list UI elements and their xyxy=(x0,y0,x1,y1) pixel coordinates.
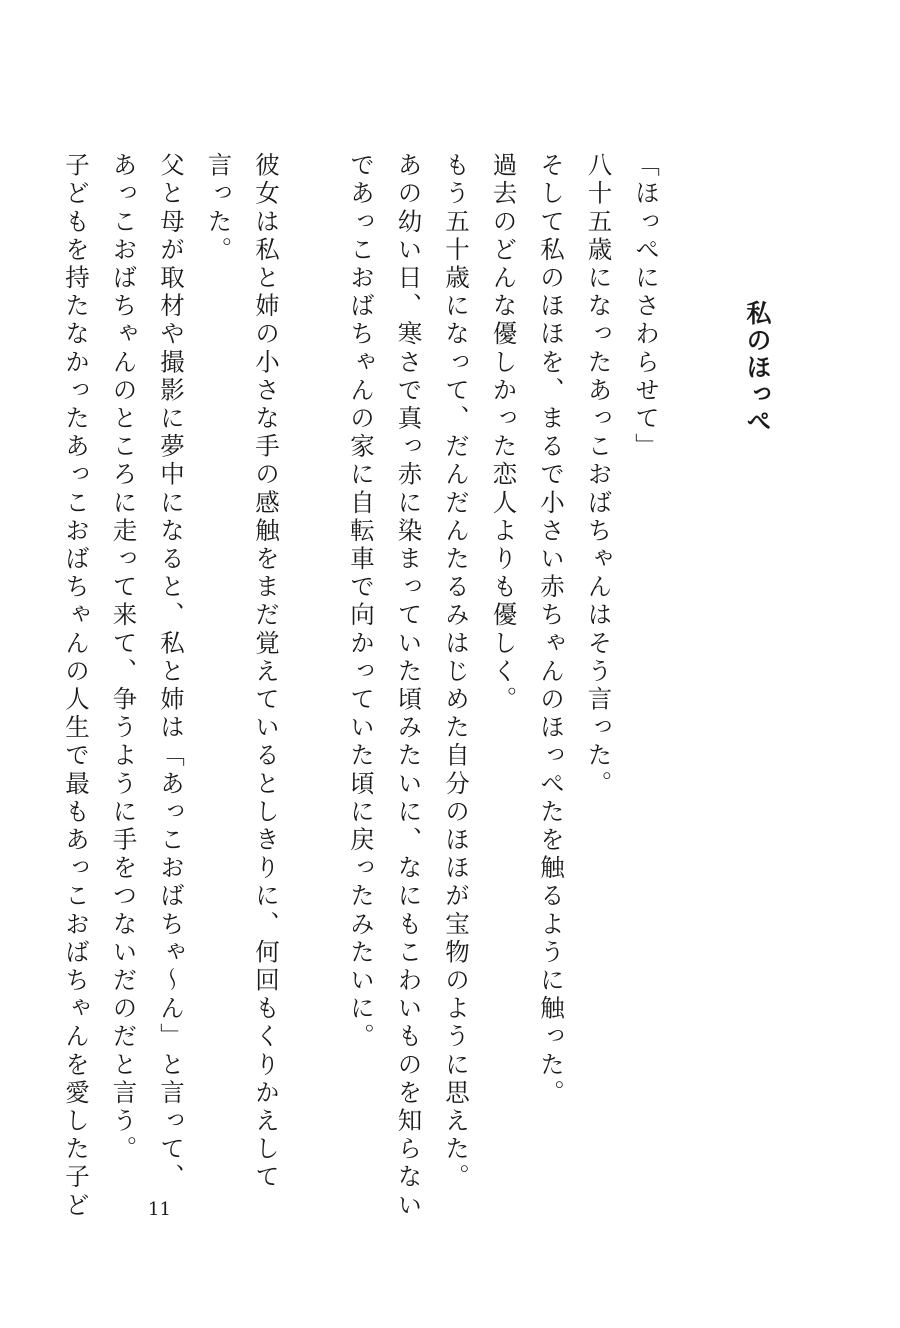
text-line: 「ほっぺにさわらせて」 xyxy=(632,152,661,462)
text-line: 言った。 xyxy=(204,152,234,265)
text-line: 父と母が取材や撮影に夢中になると、私と姉は「あっこおばちゃ〜ん」と言って、 xyxy=(157,152,186,1192)
text-line: もう五十歳になって、だんだんたるみはじめた自分のほほが宝物のように思えた。 xyxy=(442,152,471,1192)
text-line: であっこおばちゃんの家に自転車で向かっていた頃に戻ったみたいに。 xyxy=(347,152,376,1052)
text-line: 彼女は私と姉の小さな手の感触をまだ覚えているとしきりに、何回もくりかえして xyxy=(252,152,281,1192)
text-line: そして私のほほを、まるで小さい赤ちゃんのほっぺたを触るように触った。 xyxy=(537,152,566,1108)
text-line: あっこおばちゃんのところに走って来て、争うように手をつないだのだと言う。 xyxy=(109,152,139,1164)
blank-line xyxy=(290,152,338,1092)
text-line: 八十五歳になったあっこおばちゃんはそう言った。 xyxy=(584,152,614,799)
text-line: 子どもを持たなかったあっこおばちゃんの人生で最もあっこおばちゃんを愛した子ど xyxy=(62,152,91,1220)
text-line: 過去のどんな優しかった恋人よりも優しく。 xyxy=(489,152,519,714)
chapter-title: 私のほっぺ xyxy=(743,300,772,435)
text-line: あの幼い日、寒さで真っ赤に染まっていた頃みたいに、なにもこわいものを知らない xyxy=(394,152,424,1220)
page-number: 11 xyxy=(148,1199,171,1220)
